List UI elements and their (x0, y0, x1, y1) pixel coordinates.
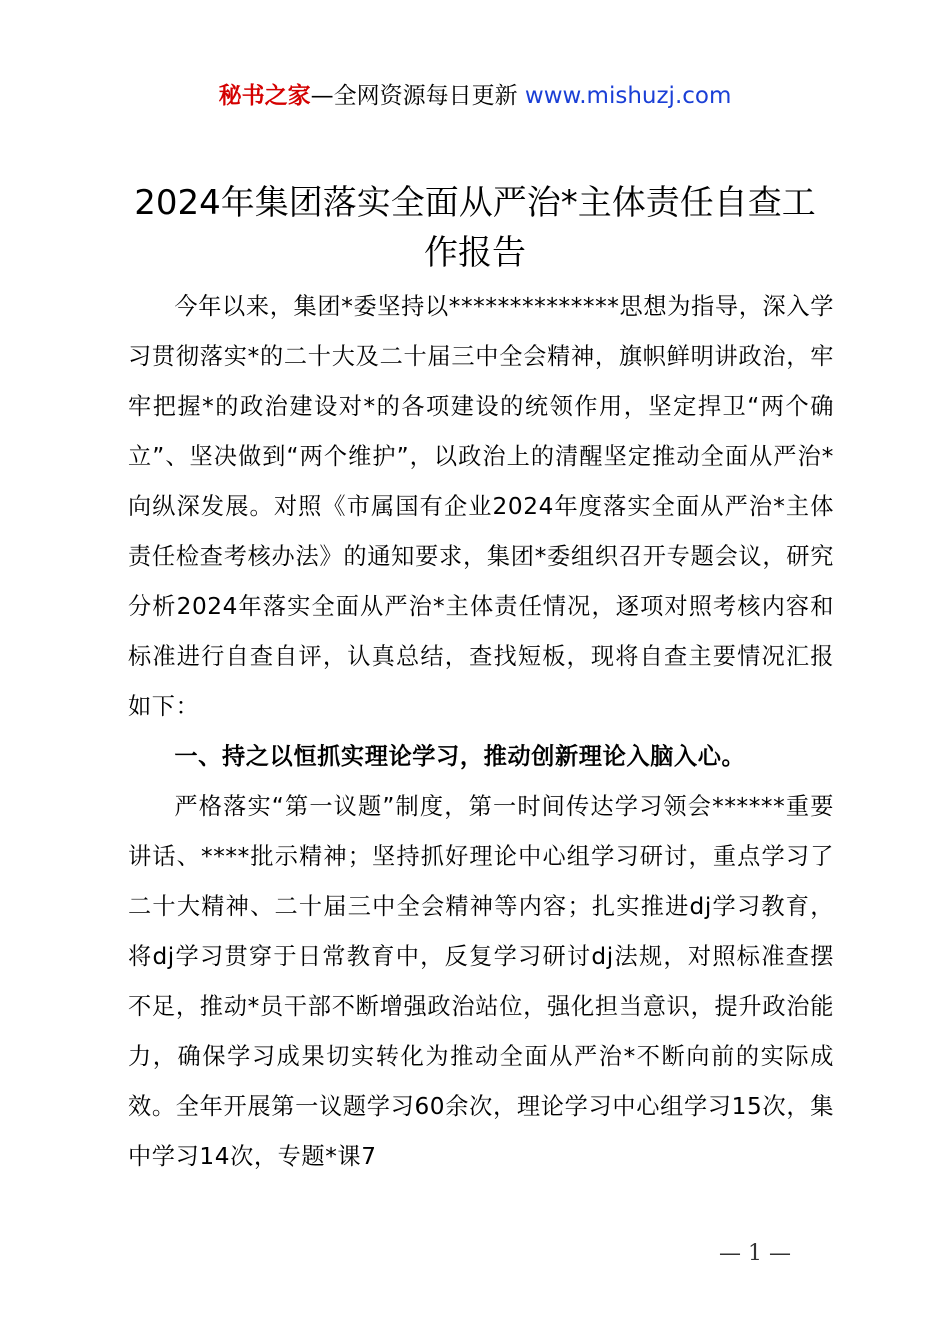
site-brand: 秘书之家 (218, 83, 311, 109)
document-title: 2024年集团落实全面从严治*主体责任自查工作报告 (134, 183, 816, 273)
section-1-heading: 一、持之以恒抓实理论学习，推动创新理论入脑入心。 (174, 743, 746, 770)
site-url-link[interactable]: www.mishuzj.com (524, 83, 732, 109)
section-1-paragraph: 严格落实“第一议题”制度，第一时间传达学习领会******重要讲话、****批示精神；坚持抓好理论中心组学习研讨，重点学习了二十大精神、二十届三中全会精神等内容；扎实推进dj学习教育，将dj学习贯穿于日常教育中，反复学习研讨dj法规，对照标准查摆不足，推动*员干部不断增强政治站位，强化担当意识，提升政治能力，确保学习成果切实转化为推动全面从严治*不断向前的实际成效。全年开展第一议题学习60余次，理论学习中心组学习15次，集中学习14次，专题*课7 (128, 793, 834, 1170)
page-number: — 1 — (719, 1241, 791, 1266)
document-body (128, 282, 834, 1182)
intro-paragraph: 今年以来，集团*委坚持以**************思想为指导，深入学习贯彻落实*的二十大及二十届三中全会精神，旗帜鲜明讲政治，牢牢把握*的政治建设对*的各项建设的统领作用，坚定捍卫“两个确立”、坚决做到“两个维护”，以政治上的清醒坚定推动全面从严治*向纵深发展。对照《市属国有企业2024年度落实全面从严治*主体责任检查考核办法》的通知要求，集团*委组织召开专题会议，研究分析2024年落实全面从严治*主体责任情况，逐项对照考核内容和标准进行自查自评，认真总结，查找短板，现将自查主要情况汇报如下： (128, 293, 834, 720)
site-tagline: —全网资源每日更新 (310, 83, 525, 109)
site-header (0, 80, 950, 112)
